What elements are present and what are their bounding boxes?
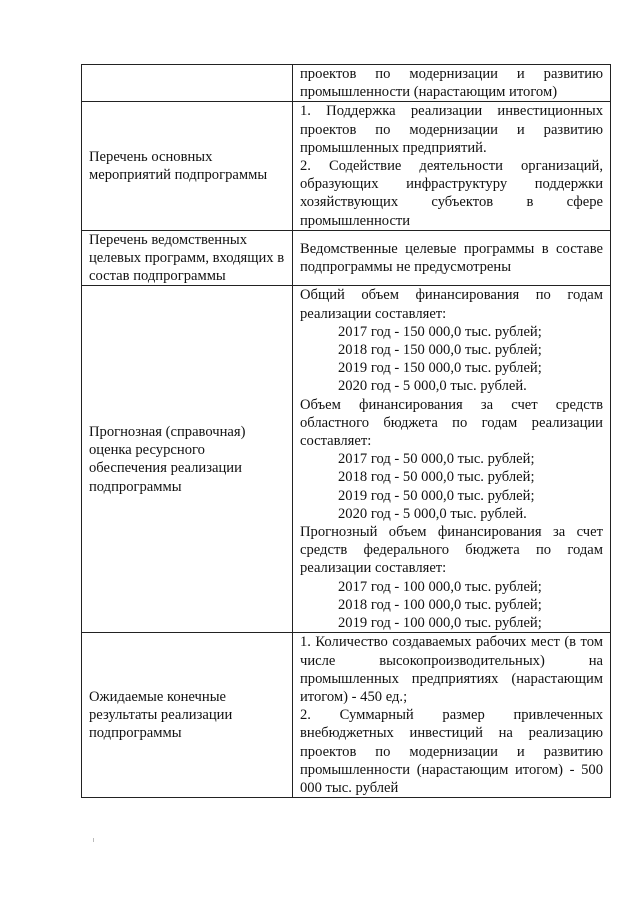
row-content-continuation (293, 65, 611, 102)
funding-regional-year: 2018 год - 50 000,0 тыс. рублей; (338, 469, 535, 486)
row-label-funding: Прогнозная (справочная) оценка ресурсного обеспечения реализации подпрограммы (82, 286, 293, 633)
continuation-line-1: проектов по модернизации и развитию (300, 66, 603, 82)
row-label-measures: Перечень основных мероприятий подпрограммы (82, 102, 293, 230)
funding-total-year: 2017 год - 150 000,0 тыс. рублей; (338, 323, 542, 340)
table-row-funding (82, 286, 611, 633)
results-item-2: 2. Суммарный размер привлеченных внебюджетных инвестиций на реализацию проектов по модернизации и развитию промышленности (нарастающим итогом) - 500 000 тыс. рублей (300, 707, 603, 796)
scan-speck (93, 838, 94, 842)
table-row-programs (82, 230, 611, 286)
row-label-programs: Перечень ведомственных целевых программ, входящих в состав подпрограммы (82, 230, 293, 286)
row-content-funding (293, 286, 611, 633)
funding-regional-year: 2017 год - 50 000,0 тыс. рублей; (338, 451, 535, 468)
funding-total-year: 2018 год - 150 000,0 тыс. рублей; (338, 342, 542, 359)
continuation-line-2: промышленности (нарастающим итогом) (300, 84, 558, 101)
funding-total-intro: Общий объем финансирования по годам реализации составляет: (300, 287, 603, 322)
funding-federal-year: 2018 год - 100 000,0 тыс. рублей; (338, 596, 542, 613)
row-label-empty (82, 65, 293, 102)
funding-federal-year: 2017 год - 100 000,0 тыс. рублей; (338, 578, 542, 595)
table-row-measures (82, 102, 611, 230)
funding-total-year: 2020 год - 5 000,0 тыс. рублей. (338, 378, 527, 395)
funding-total-year: 2019 год - 150 000,0 тыс. рублей; (338, 360, 542, 377)
funding-regional-year: 2019 год - 50 000,0 тыс. рублей; (338, 487, 535, 504)
funding-federal-intro: Прогнозный объем финансирования за счет средств федерального бюджета по годам реализации составляет: (300, 524, 603, 577)
row-content-measures (293, 102, 611, 230)
row-label-results: Ожидаемые конечные результаты реализации подпрограммы (82, 633, 293, 798)
table-row-continuation (82, 65, 611, 102)
table-row-results (82, 633, 611, 798)
funding-regional-year: 2020 год - 5 000,0 тыс. рублей. (338, 505, 527, 522)
measures-item-2: 2. Содействие деятельности организаций, образующих инфраструктуру поддержки хозяйствующих субъектов в сфере промышленности (300, 158, 603, 229)
programs-text: Ведомственные целевые программы в составе подпрограммы не предусмотрены (300, 240, 603, 276)
funding-regional-intro: Объем финансирования за счет средств областного бюджета по годам реализации составляет: (300, 396, 603, 450)
subprogram-passport-table (81, 64, 611, 798)
row-content-programs (293, 230, 611, 286)
row-content-results (293, 633, 611, 798)
measures-item-1: 1. Поддержка реализации инвестиционных проектов по модернизации и развитию промышленных предприятий. (300, 103, 603, 156)
funding-federal-year: 2019 год - 100 000,0 тыс. рублей; (338, 615, 542, 632)
results-item-1: 1. Количество создаваемых рабочих мест (в том числе высокопроизводительных) на промышленных предприятиях (нарастающим итогом) - 450 ед.; (300, 634, 603, 705)
